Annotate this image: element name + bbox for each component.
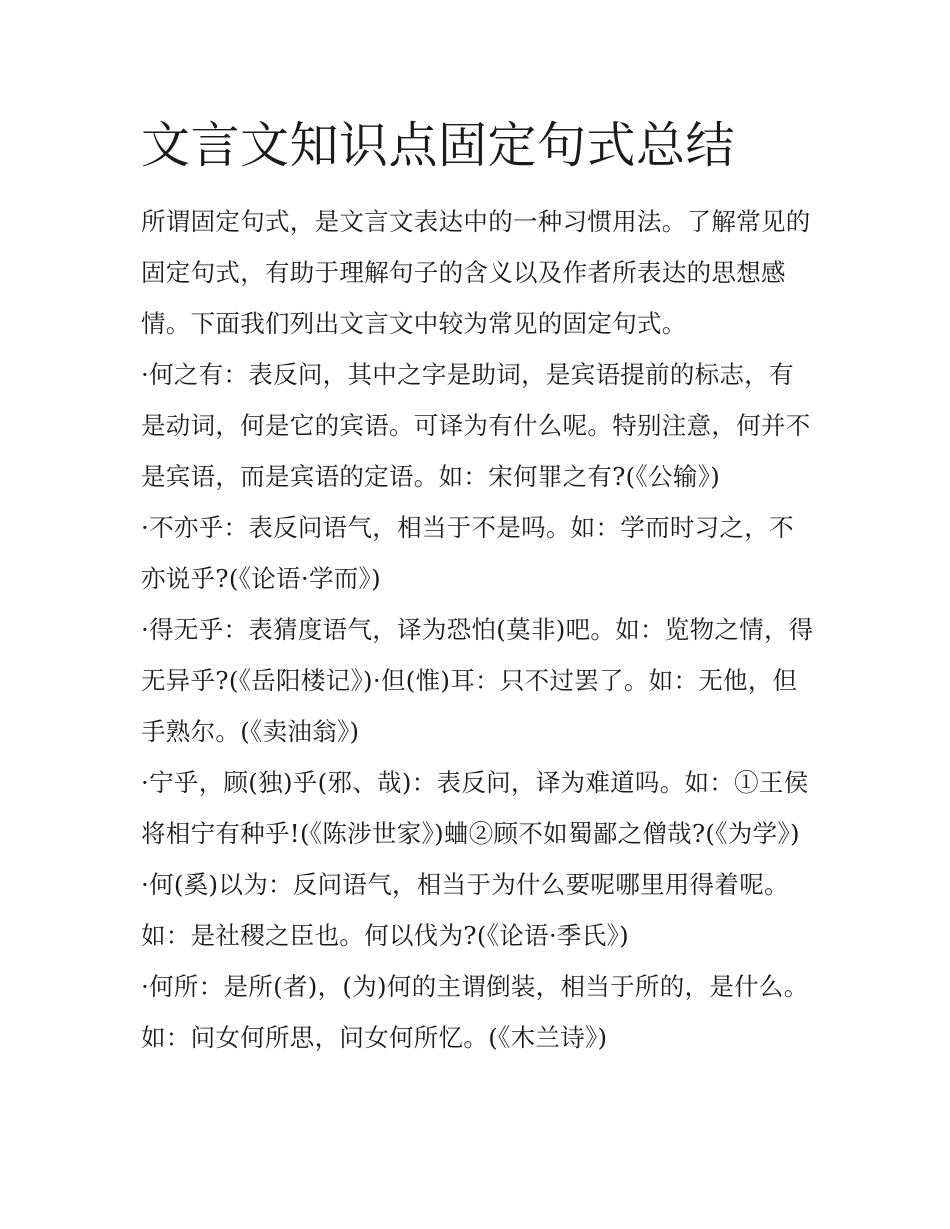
paragraph-he-suo: ·何所：是所(者)，(为)何的主谓倒装，相当于所的，是什么。如：问女何所思，问女何所忆。(《木兰诗》)	[141, 972, 809, 1052]
paragraph-he-zhi-you: ·何之有：表反问，其中之字是助词，是宾语提前的标志，有是动词，何是它的宾语。可译为有什么呢。特别注意，何并不是宾语，而是宾语的定语。如：宋何罪之有?(《公输》)	[141, 360, 811, 491]
paragraph-de-wu-hu: ·得无乎：表猜度语气，译为恐怕(莫非)吧。如：览物之情，得无异乎?(《岳阳楼记》)·但(惟)耳：只不过罢了。如：无他，但手熟尔。(《卖油翁》)	[141, 615, 814, 746]
paragraph-ning-hu: ·宁乎，顾(独)乎(邪、哉)：表反问，译为难道吗。如：①王侯将相宁有种乎!(《陈涉世家》)蛐②顾不如蜀鄙之僧哉?(《为学》)	[141, 768, 809, 848]
document-body	[141, 196, 816, 1063]
document-title: 文言文知识点固定句式总结	[141, 117, 736, 174]
paragraph-he-yi-wei: ·何(奚)以为：反问语气，相当于为什么要呢哪里用得着呢。如：是社稷之臣也。何以伐为?(《论语·季氏》)	[141, 870, 789, 950]
paragraph-bu-yi-hu: ·不亦乎：表反问语气，相当于不是吗。如：学而时习之，不亦说乎?(《论语·学而》)	[141, 513, 794, 593]
document-page	[141, 112, 821, 1063]
intro-paragraph: 所谓固定句式，是文言文表达中的一种习惯用法。了解常见的固定句式，有助于理解句子的含义以及作者所表达的思想感情。下面我们列出文言文中较为常见的固定句式。	[141, 207, 811, 338]
